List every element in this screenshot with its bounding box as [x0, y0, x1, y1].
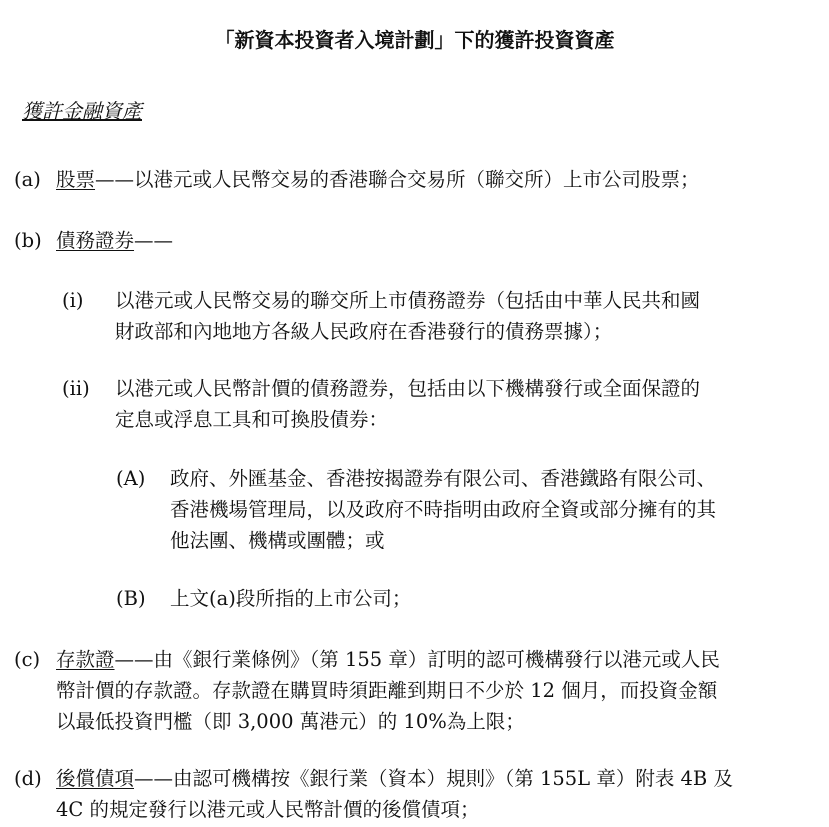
item-text [56, 225, 173, 256]
text-line [56, 763, 733, 794]
sub-sub-item-text [170, 583, 411, 614]
text-line: 他法團、機構或團體；或 [170, 529, 385, 552]
item-term: 債務證券 [56, 229, 135, 252]
text-line: 幣計價的存款證。存款證在購買時須距離到期日不少於 12 個月，而投資金額 [56, 679, 718, 702]
sub-item-text [115, 285, 700, 347]
document-title: 「新資本投資者入境計劃」下的獲許投資資產 [214, 28, 615, 52]
item-body: ——以港元或人民幣交易的香港聯合交易所（聯交所）上市公司股票； [95, 168, 700, 191]
text-line: 政府、外匯基金、香港按揭證券有限公司、香港鐵路有限公司、 [170, 467, 717, 490]
item-marker: (c) [14, 648, 41, 671]
text-line: 上文(a)段所指的上市公司； [170, 587, 412, 610]
item-body: ——由《銀行業條例》（第 155 章）訂明的認可機構發行以港元或人民 [114, 648, 720, 671]
item-marker: (a) [14, 168, 41, 191]
sub-sub-item-text [170, 463, 716, 556]
sub-sub-item-marker: (B) [116, 587, 146, 610]
item-marker: (b) [14, 229, 42, 252]
item-term: 後償債項 [56, 767, 135, 790]
item-body: ——由認可機構按《銀行業（資本）規則》（第 155L 章）附表 4B 及 [134, 767, 733, 790]
item-text [56, 164, 700, 195]
item-body: —— [134, 229, 174, 252]
text-line: 香港機場管理局，以及政府不時指明由政府全資或部分擁有的其 [170, 498, 717, 521]
sub-item-text [115, 373, 700, 435]
sub-sub-item-marker: (A) [116, 467, 146, 490]
text-line: 以港元或人民幣計價的債務證券，包括由以下機構發行或全面保證的 [115, 377, 701, 400]
text-line: 以最低投資門檻（即 3,000 萬港元）的 10%為上限； [56, 710, 525, 733]
item-term: 股票 [56, 168, 96, 191]
item-term: 存款證 [56, 648, 115, 671]
sub-item-marker: (ii) [62, 377, 90, 400]
section-heading: 獲許金融資產 [22, 99, 142, 123]
text-line: 定息或浮息工具和可換股債券： [115, 408, 389, 431]
text-line: 財政部和內地地方各級人民政府在香港發行的債務票據）； [115, 320, 613, 343]
sub-item-marker: (i) [62, 289, 84, 312]
item-text [56, 644, 720, 737]
text-line [56, 644, 720, 675]
text-line: 4C 的規定發行以港元或人民幣計價的後償債項； [56, 798, 480, 821]
item-text [56, 763, 733, 825]
item-marker: (d) [14, 767, 42, 790]
text-line: 以港元或人民幣交易的聯交所上市債務證券（包括由中華人民共和國 [115, 289, 701, 312]
